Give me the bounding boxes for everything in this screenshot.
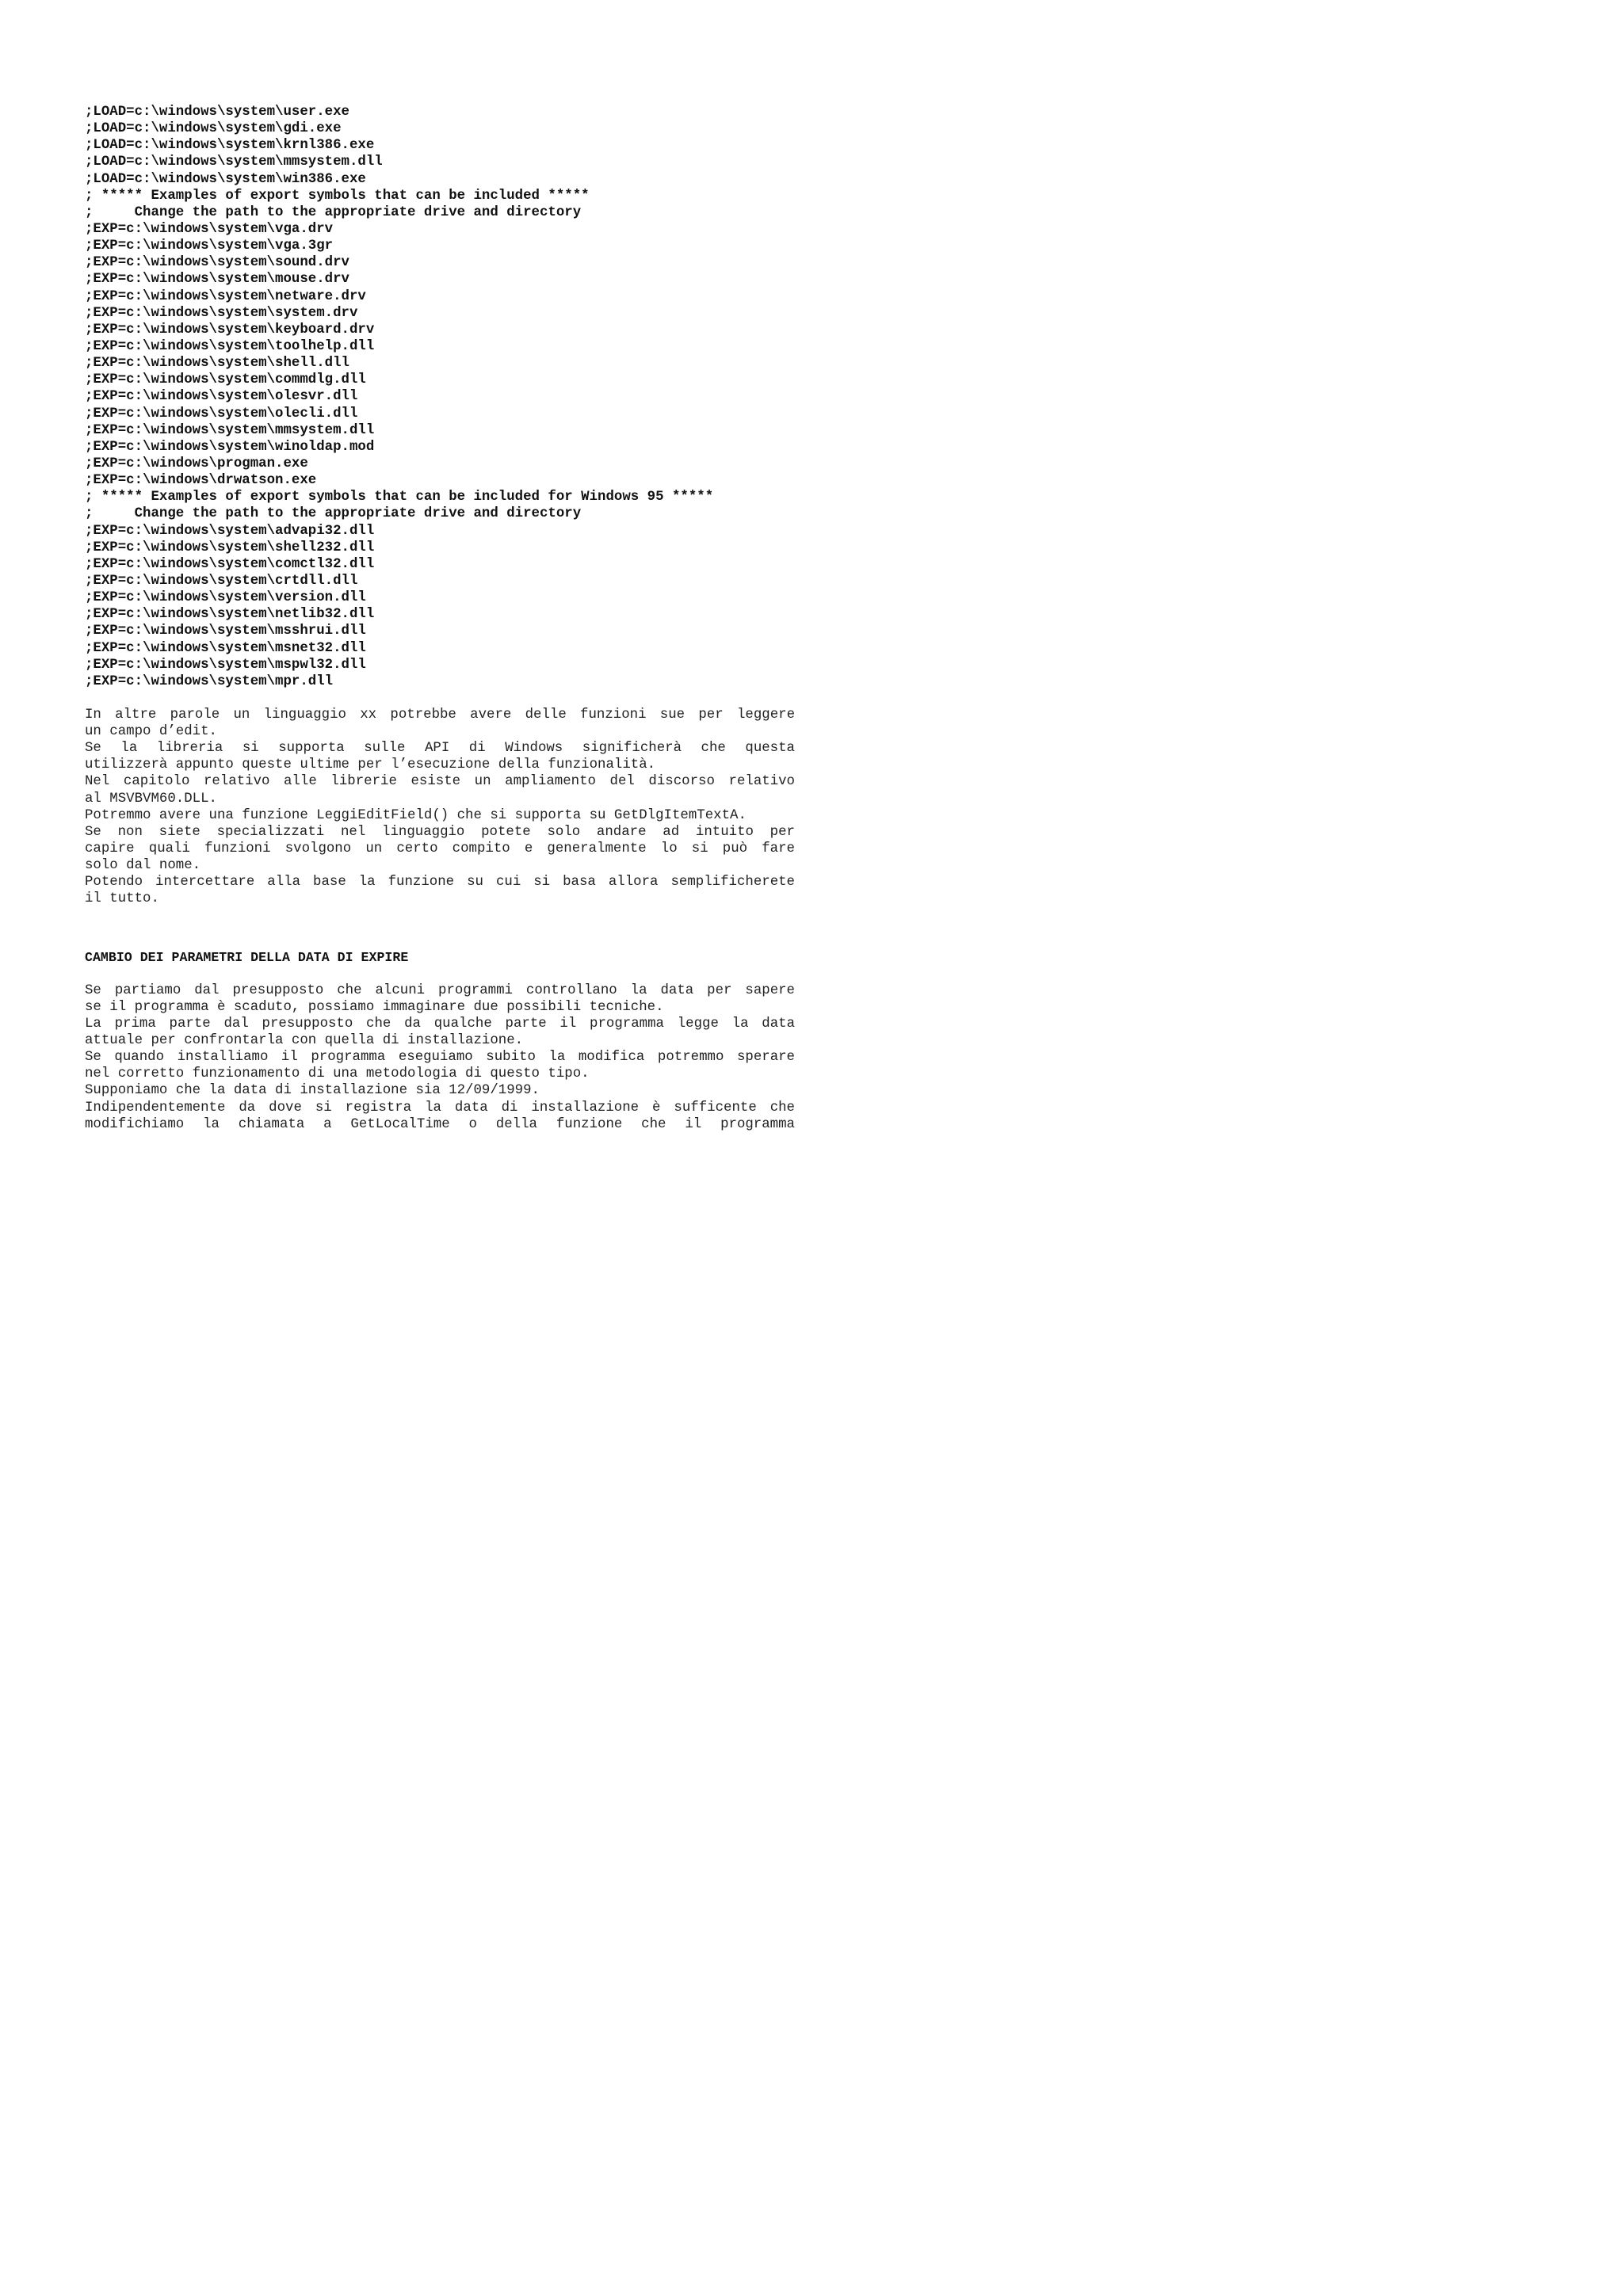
- code-line: ;EXP=c:\windows\system\mpr.dll: [85, 673, 334, 689]
- text-line: La prima parte dal presupposto che da qualche parte il programma legge la data: [85, 1016, 795, 1032]
- code-line: ;LOAD=c:\windows\system\mmsystem.dll: [85, 154, 383, 170]
- code-line: ;EXP=c:\windows\system\keyboard.drv: [85, 322, 375, 338]
- code-line: ;EXP=c:\windows\system\olesvr.dll: [85, 389, 358, 405]
- text-line: Nel capitolo relativo alle librerie esiste un ampliamento del discorso relativo: [85, 774, 795, 790]
- code-line: ;EXP=c:\windows\system\vga.drv: [85, 221, 334, 237]
- text-line: il tutto.: [85, 891, 159, 907]
- code-line: ; Change the path to the appropriate drive and directory: [85, 204, 582, 220]
- text-line: attuale per confrontarla con quella di installazione.: [85, 1033, 524, 1049]
- code-line: ;EXP=c:\windows\system\sound.drv: [85, 255, 349, 271]
- code-line: ;EXP=c:\windows\system\winoldap.mod: [85, 439, 375, 455]
- code-line: ;EXP=c:\windows\system\shell.dll: [85, 356, 349, 372]
- code-line: ; ***** Examples of export symbols that can be included for Windows 95 *****: [85, 490, 714, 505]
- code-line: ;EXP=c:\windows\system\crtdll.dll: [85, 573, 358, 589]
- code-line: ;LOAD=c:\windows\system\win386.exe: [85, 171, 366, 187]
- code-line: ;EXP=c:\windows\system\olecli.dll: [85, 406, 358, 421]
- code-line: ;LOAD=c:\windows\system\gdi.exe: [85, 121, 342, 137]
- text-line: Se la libreria si supporta sulle API di Windows significherà che questa: [85, 741, 795, 757]
- text-line: Se quando installiamo il programma eseguiamo subito la modifica potremmo sperare: [85, 1050, 795, 1066]
- document-page: [85, 104, 795, 1133]
- code-line: ;EXP=c:\windows\system\vga.3gr: [85, 238, 334, 254]
- code-line: ;EXP=c:\windows\system\advapi32.dll: [85, 523, 375, 539]
- code-line: ;EXP=c:\windows\drwatson.exe: [85, 473, 317, 489]
- text-line: solo dal nome.: [85, 858, 201, 874]
- text-line: Se non siete specializzati nel linguaggio potete solo andare ad intuito per: [85, 824, 795, 840]
- code-line: ; Change the path to the appropriate drive and directory: [85, 506, 582, 522]
- code-line: ;EXP=c:\windows\system\msnet32.dll: [85, 640, 366, 656]
- code-line: ;EXP=c:\windows\system\mspwl32.dll: [85, 657, 366, 673]
- paragraph-libraries: [85, 707, 795, 908]
- spacer: [85, 966, 795, 982]
- code-line: ;EXP=c:\windows\system\commdlg.dll: [85, 372, 366, 388]
- text-line: Potendo intercettare alla base la funzione su cui si basa allora semplificherete: [85, 875, 795, 891]
- code-line: ; ***** Examples of export symbols that can be included *****: [85, 188, 590, 204]
- code-line: ;EXP=c:\windows\system\toolhelp.dll: [85, 338, 375, 354]
- code-line: ;EXP=c:\windows\system\comctl32.dll: [85, 556, 375, 572]
- text-line: Supponiamo che la data di installazione sia 12/09/1999.: [85, 1083, 540, 1099]
- code-line: ;LOAD=c:\windows\system\krnl386.exe: [85, 138, 375, 154]
- code-line: ;EXP=c:\windows\system\netware.drv: [85, 288, 366, 304]
- code-line: ;EXP=c:\windows\system\system.drv: [85, 305, 358, 321]
- text-line: al MSVBVM60.DLL.: [85, 791, 217, 807]
- code-listing: [85, 104, 795, 690]
- text-line: Potremmo avere una funzione LeggiEditField() che si supporta su GetDlgItemTextA.: [85, 807, 747, 823]
- code-line: ;EXP=c:\windows\system\version.dll: [85, 590, 366, 606]
- spacer: [85, 690, 795, 707]
- text-line: un campo d’edit.: [85, 724, 217, 740]
- section-heading: CAMBIO DEI PARAMETRI DELLA DATA DI EXPIRE: [85, 949, 409, 965]
- code-line: ;EXP=c:\windows\system\mouse.drv: [85, 272, 349, 288]
- code-line: ;EXP=c:\windows\system\mmsystem.dll: [85, 422, 375, 438]
- text-line: se il programma è scaduto, possiamo immaginare due possibili tecniche.: [85, 999, 664, 1015]
- code-line: ;EXP=c:\windows\system\netlib32.dll: [85, 607, 375, 623]
- text-line: utilizzerà appunto queste ultime per l’esecuzione della funzionalità.: [85, 757, 656, 773]
- code-line: ;EXP=c:\windows\progman.exe: [85, 456, 308, 471]
- code-line: ;LOAD=c:\windows\system\user.exe: [85, 105, 349, 120]
- text-line: capire quali funzioni svolgono un certo compito e generalmente lo si può fare: [85, 841, 795, 857]
- code-line: ;EXP=c:\windows\system\shell232.dll: [85, 540, 375, 555]
- text-line: nel corretto funzionamento di una metodologia di questo tipo.: [85, 1066, 590, 1082]
- text-line: Indipendentemente da dove si registra la data di installazione è sufficente che: [85, 1100, 795, 1116]
- paragraph-expire-date: [85, 982, 795, 1133]
- text-line: In altre parole un linguaggio xx potrebbe avere delle funzioni sue per leggere: [85, 707, 795, 723]
- text-line: Se partiamo dal presupposto che alcuni programmi controllano la data per sapere: [85, 982, 795, 998]
- text-line: modifichiamo la chiamata a GetLocalTime o della funzione che il programma: [85, 1116, 795, 1132]
- code-line: ;EXP=c:\windows\system\msshrui.dll: [85, 624, 366, 639]
- spacer: [85, 908, 795, 949]
